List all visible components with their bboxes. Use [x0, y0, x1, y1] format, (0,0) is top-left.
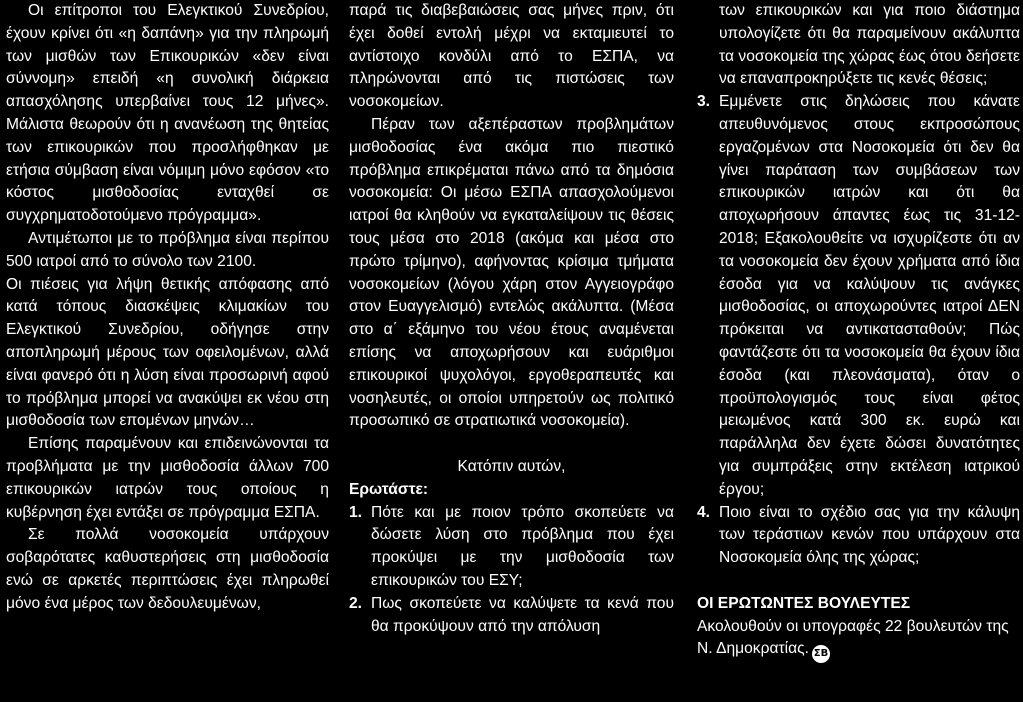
question-2-text: Πως σκοπεύετε να καλύψετε τα κενά που θα προκύψουν από την απόλυση: [371, 594, 674, 635]
paragraph-pressing-problem: Πέραν των αξεπέραστων προβλημάτων μισθοδοσίας ένα ακόμα πιο πιεστικό πρόβλημα επικρέμαται πάνω από τα δημόσια νοσοκομεία: Οι μέσω ΕΣΠΑ απασχολούμενοι ιατροί θα κληθούν να εγκαταλείψουν τις θέσεις τους μέσα στο 2018 (ακόμα και μέσα στο πρώτο τρίμηνο), αφήνοντας κρίσιμα τμήματα νοσοκομείων (λόγου χάρη στον Αγγειογράφο στον Ευαγγελισμό) εντελώς ακάλυπτα. (Μέσα στο α΄ εξάμηνο του νέου έτους αναμένεται επίσης να αποχωρήσουν και ευάριθμοι επικουρικοί ψυχολόγοι, εργοθεραπευτές και νοσηλευτές, οι οποίοι υπηρετούν ως πολιτικό προσωπικό σε στρατιωτικά νοσοκομεία).: [349, 115, 674, 430]
question-4-number: 4.: [697, 503, 711, 521]
paragraph-therefore: Κατόπιν αυτών,: [457, 457, 566, 475]
signatures-note: [697, 616, 1020, 664]
signatures-note-text: Ακολουθούν οι υπογραφές 22 βουλευτών της Ν. Δημοκρατίας.: [697, 617, 1009, 658]
paragraph-doctors-count: Αντιμέτωποι με το πρόβλημα είναι περίπου 500 ιατροί από το σύνολο των 2100.: [6, 229, 329, 270]
signatories-title: ΟΙ ΕΡΩΤΩΝΤΕΣ ΒΟΥΛΕΥΤΕΣ: [697, 594, 911, 612]
question-3-text: Εμμένετε στις δηλώσεις που κάνατε απευθυνόμενος στους εκπροσώπους εργαζομένων στα Νοσοκομεία ότι δεν θα γίνει παράταση των συμβάσεων των επικουρικών ιατρών και ότι θα αποχωρήσουν άπαντες έως τις 31-12-2018; Εξακολουθείτε να ισχυρίζεστε ότι αν τα νοσοκομεία δεν έχουν χρήματα από ίδια έσοδα για να καλύψουν τις ανάγκες μισθοδοσίας, οι αποχωρούντες ιατροί ΔΕΝ πρόκειται να αντικατασταθούν; Πώς φαντάζεστε ότι τα νοσοκομεία θα έχουν ίδια έσοδα (και πλεονάσματα), όταν ο προϋπολογισμός τους είναι φέτος μειωμένος κατά 300 εκ. ευρώ και παράλληλα δεν έχετε δώσει δυνατότητες για συμπράξεις στην εκτέλεση ιατρικού έργου;: [719, 93, 1020, 498]
column-3: [697, 0, 1020, 702]
paragraph-pressures: Οι πιέσεις για λήψη θετικής απόφασης από κατά τόπους διασκέψεις κλιμακίων του Ελεγκτικού Συνεδρίου, οδήγησε στην αποπληρωμή μέρους των οφειλομένων, αλλά είναι φανερό ότι η λύση είναι προσωρινή αφού το πρόβλημα μπορεί να ανακύψει εκ νέου στη μισθοδοσία των επομένων μηνών…: [6, 275, 329, 430]
question-2: [349, 593, 674, 639]
question-3: [697, 91, 1020, 501]
paragraph-auditors: Οι επίτροποι του Ελεγκτικού Συνεδρίου, έχουν κρίνει ότι «η δαπάνη» για την πληρωμή των μισθών των Επικουρικών «δεν είναι σύννομη» επειδή «η συνολική διάρκεια απασχόλησης υπερβαίνει τους 12 μήνες». Μάλιστα θεωρούν ότι η ανανέωση της θητείας των επικουρικών που προσλήφθηκαν με ετήσια σύμβαση είναι νόμιμη μόνο εφόσον «το κόστος μισθοδοσίας ενταχθεί σε συγχρηματοδοτούμενο πρόγραμμα».: [6, 2, 329, 225]
question-1-number: 1.: [349, 503, 363, 521]
end-mark-icon: ΣΒ: [812, 645, 830, 663]
spacer: [697, 570, 1020, 593]
column-2: [349, 0, 674, 702]
questions-heading: Ερωτάστε:: [349, 480, 429, 498]
question-4: [697, 502, 1020, 570]
question-4-text: Ποιο είναι το σχέδιο σας για την κάλυψη των τεράστιων κενών που υπάρχουν στα Νοσοκομεία όλης της χώρας;: [719, 503, 1020, 567]
question-1: [349, 502, 674, 593]
question-3-number: 3.: [697, 93, 711, 111]
question-2-continued: των επικουρικών και για ποιο διάστημα υπολογίζετε ότι θα παραμείνουν ακάλυπτα τα νοσοκομεία της χώρας έως ότου δεήσετε να επαναπροκηρύξετε τις κενές θέσεις;: [719, 2, 1020, 88]
paragraph-assurances: παρά τις διαβεβαιώσεις σας μήνες πριν, ότι έχει δοθεί εντολή μέχρι να εκταμιευτεί το αντίστοιχο κονδύλι από το ΕΣΠΑ, να πληρώνονται από τις πιστώσεις των νοσοκομείων.: [349, 2, 674, 111]
question-2-number: 2.: [349, 594, 363, 612]
column-1: [6, 0, 329, 702]
paragraph-delays: Σε πολλά νοσοκομεία υπάρχουν σοβαρότατες καθυστερήσεις στη μισθοδοσία ενώ σε αρκετές περιπτώσεις έχει πληρωθεί μόνο ένα μέρος των δεδουλευμένων,: [6, 526, 329, 612]
paragraph-espa-doctors: Επίσης παραμένουν και επιδεινώνονται τα προβλήματα με την μισθοδοσία άλλων 700 επικουρικών ιατρών τους οποίους η κυβέρνηση έχει εντάξει σε πρόγραμμα ΕΣΠΑ.: [6, 435, 329, 521]
question-1-text: Πότε και με ποιον τρόπο σκοπεύετε να δώσετε λύση στο πρόβλημα που έχει προκύψει με την μισθοδοσία των επικουρικών του ΕΣΥ;: [371, 503, 674, 589]
spacer: [349, 433, 674, 456]
